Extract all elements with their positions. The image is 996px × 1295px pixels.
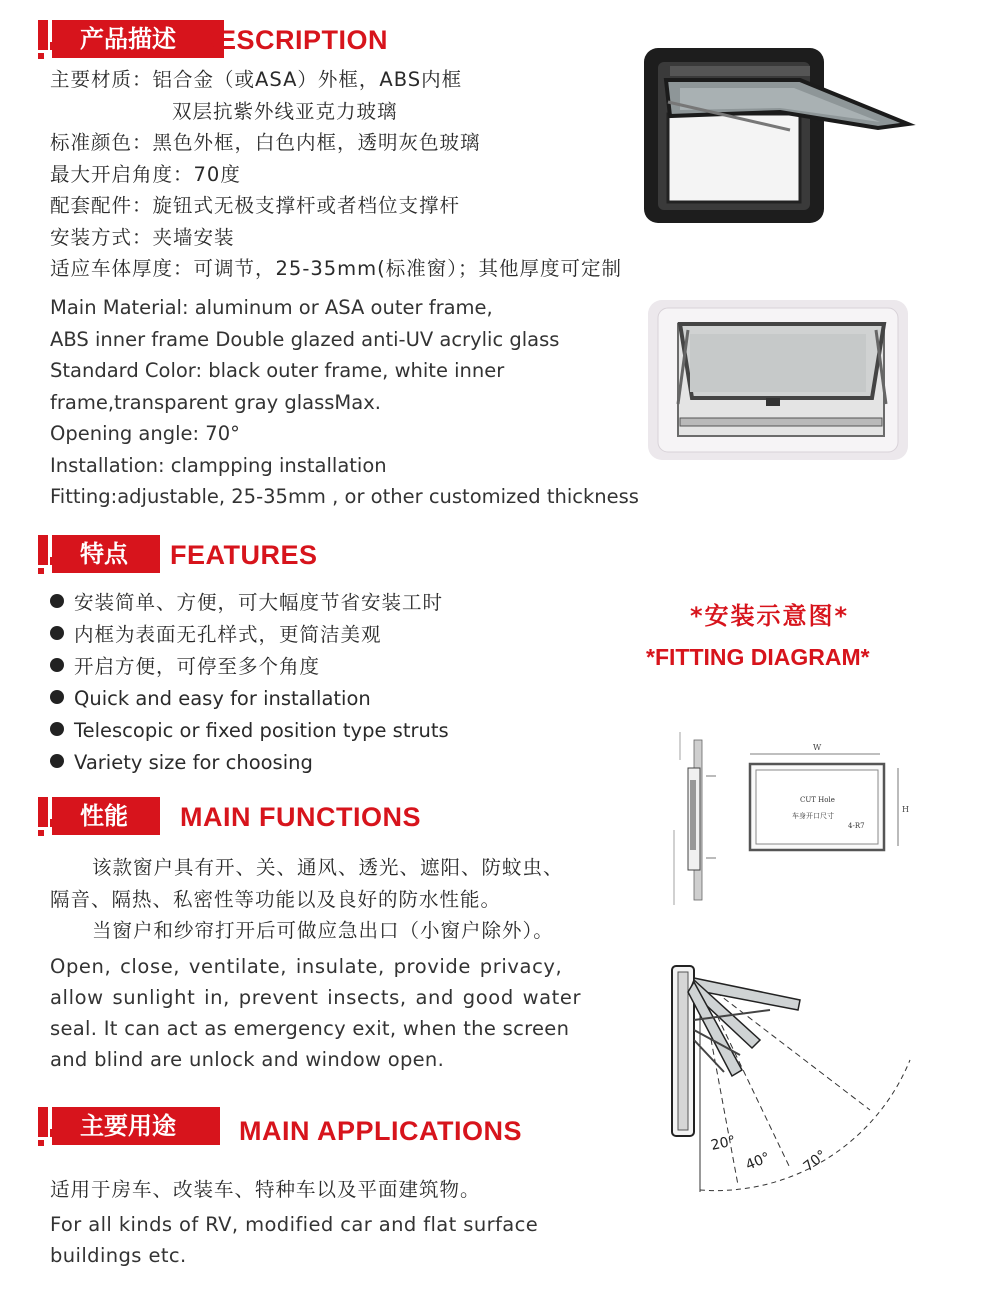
bullet-icon	[50, 594, 64, 608]
desc-en-line: Main Material: aluminum or ASA outer frame,	[50, 296, 493, 319]
functions-en-line: allow sunlight in, prevent insects, and good water	[50, 986, 582, 1009]
features-header	[38, 535, 358, 575]
desc-cn-line: 标准颜色：黑色外框，白色内框，透明灰色玻璃	[50, 131, 481, 154]
functions-cn-line: 该款窗户具有开、关、通风、透光、遮阳、防蚊虫、	[92, 856, 564, 879]
feature-item: 安装简单、方便，可大幅度节省安装工时	[50, 587, 443, 615]
desc-cn-line: 适应车体厚度：可调节，25-35mm(标准窗）；其他厚度可定制	[50, 257, 623, 280]
applications-header	[38, 1107, 558, 1147]
description-header	[38, 20, 418, 60]
dim-h-label: H	[902, 805, 909, 814]
desc-en-line: Installation: clampping installation	[50, 454, 387, 477]
feature-item: Variety size for choosing	[50, 751, 313, 774]
applications-cn: 适用于房车、改装车、特种车以及平面建筑物。	[50, 1178, 481, 1201]
desc-en-line: ABS inner frame Double glazed anti-UV acrylic glass	[50, 328, 560, 351]
fitting-diagram	[660, 720, 920, 920]
functions-badge: 性能	[52, 797, 160, 835]
desc-en-line: Standard Color: black outer frame, white inner	[50, 359, 505, 382]
bullet-icon	[50, 754, 64, 768]
angle-label: 20°	[709, 1133, 738, 1154]
radius-label: 4-R7	[848, 822, 865, 830]
dim-w-label: W	[813, 743, 822, 752]
functions-cn-line: 当窗户和纱帘打开后可做应急出口（小窗户除外）。	[92, 919, 554, 942]
bullet-icon	[50, 626, 64, 640]
bullet-icon	[50, 658, 64, 672]
fitting-diagram-title-en: *FITTING DIAGRAM*	[646, 644, 870, 670]
angle-label: 70°	[800, 1147, 831, 1176]
feature-item: Quick and easy for installation	[50, 687, 371, 710]
features-title: FEATURES	[170, 540, 318, 570]
functions-en-line: Open, close, ventilate, insulate, provide privacy,	[50, 955, 563, 978]
desc-cn-line: 安装方式：夹墙安装	[50, 226, 235, 249]
bullet-icon	[50, 722, 64, 736]
desc-en-line: Opening angle: 70°	[50, 422, 240, 445]
angle-label: 40°	[743, 1149, 773, 1174]
bullet-icon	[50, 690, 64, 704]
desc-cn-line: 配套配件：旋钮式无极支撑杆或者档位支撑杆	[50, 194, 461, 217]
fitting-diagram-title-cn: *安装示意图*	[690, 602, 850, 630]
desc-en-line: frame,transparent gray glassMax.	[50, 391, 381, 414]
description-badge: 产品描述	[52, 20, 224, 58]
desc-en-line: Fitting:adjustable, 25-35mm , or other customized thickness	[50, 485, 639, 508]
functions-title: MAIN FUNCTIONS	[180, 802, 421, 832]
feature-item: Telescopic or fixed position type struts	[50, 719, 449, 742]
applications-title: MAIN APPLICATIONS	[239, 1116, 522, 1146]
desc-cn-line: 最大开启角度：70度	[50, 163, 241, 186]
desc-cn-line: 主要材质：铝合金（或ASA）外框，ABS内框	[50, 68, 463, 91]
functions-en-line: and blind are unlock and window open.	[50, 1048, 445, 1071]
functions-header	[38, 797, 458, 837]
features-badge: 特点	[52, 535, 160, 573]
applications-en-line: buildings etc.	[50, 1244, 187, 1267]
applications-en-line: For all kinds of RV, modified car and flat surface	[50, 1213, 539, 1236]
functions-cn-line: 隔音、隔热、私密性等功能以及良好的防水性能。	[50, 888, 502, 911]
cut-hole-cn-label: 车身开口尺寸	[792, 812, 834, 820]
window-white-frame-image	[648, 300, 908, 460]
feature-item: 开启方便，可停至多个角度	[50, 651, 320, 679]
feature-item: 内框为表面无孔样式，更简洁美观	[50, 619, 382, 647]
desc-cn-line: 双层抗紫外线亚克力玻璃	[172, 100, 398, 123]
cut-hole-label: CUT Hole	[800, 796, 835, 804]
opening-angle-diagram	[660, 960, 920, 1210]
applications-badge: 主要用途	[52, 1107, 220, 1145]
window-black-frame-image	[640, 40, 920, 230]
functions-en-line: seal. It can act as emergency exit, when the screen	[50, 1017, 570, 1040]
description-title: DESCRIPTION	[198, 25, 389, 55]
